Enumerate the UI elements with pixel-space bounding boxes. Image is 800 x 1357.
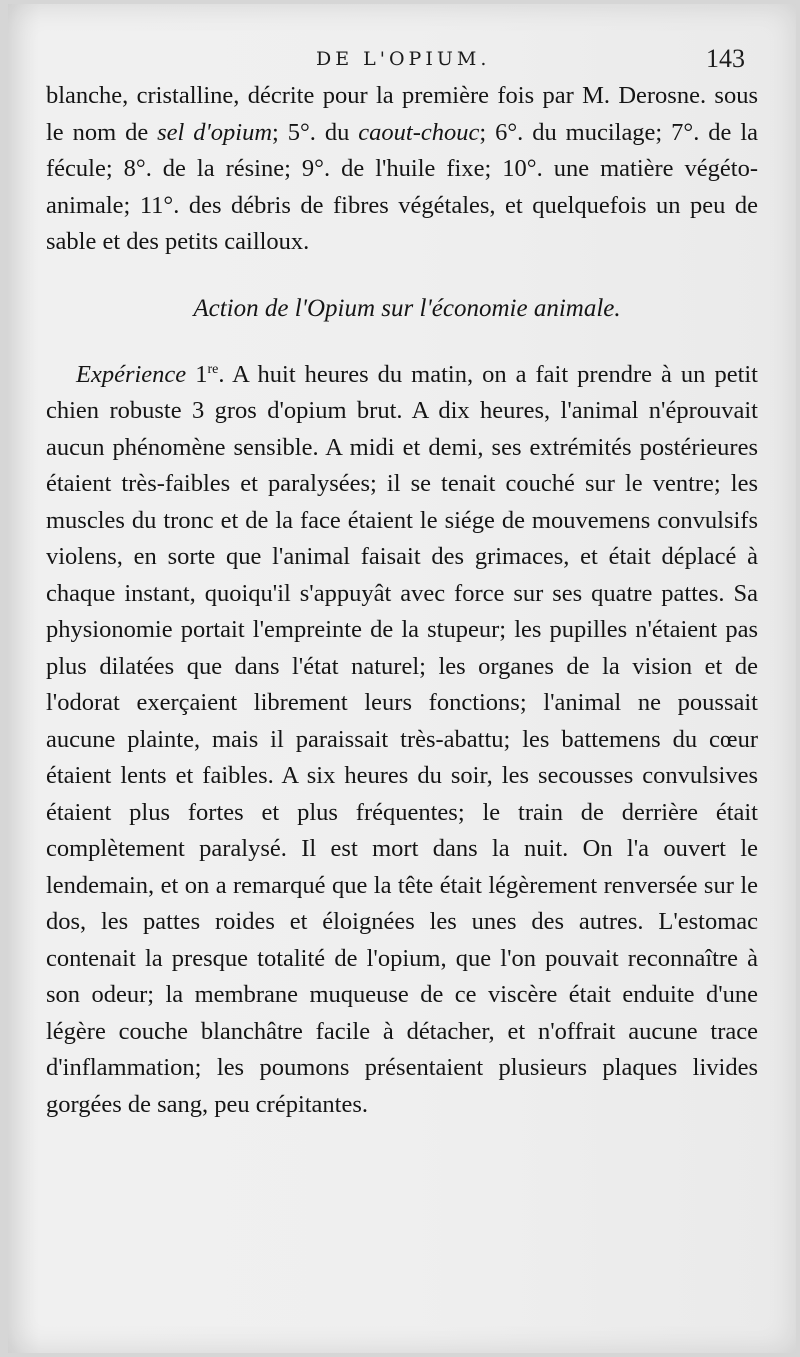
experience-number: 1: [195, 360, 208, 388]
experience-label: Expérience: [76, 360, 187, 388]
sel-opium-term: sel d'opium: [157, 118, 273, 146]
intro-paragraph: [46, 78, 758, 261]
experience-number-sup: re: [207, 361, 219, 377]
page-number: 143: [706, 44, 745, 73]
section-title: Action de l'Opium sur l'économie animale.: [193, 294, 621, 322]
experience-text: . A huit heures du matin, on a fait prendre à un petit chien robuste 3 gros d'opium brut. A dix heures, l'animal n'éprouvait aucun phénomène sensible. A midi et demi, ses extrémités postérieures étaient très-faibles et paralysées; il se tenait couché sur le ventre; les muscles du tronc et de la face étaient le siége de mouvemens convulsifs violens, en sorte que l'animal faisait des grimaces, et était déplacé à chaque instant, quoiqu'il s'appuyât avec force sur ses quatre pattes. Sa physionomie portait l'empreinte de la stupeur; les pupilles n'étaient pas plus dilatées que dans l'état naturel; les organes de la vision et de l'odorat exerçaient librement leurs fonctions; l'animal ne poussait aucune plainte, mais il paraissait très-abattu; les battemens du cœur étaient lents et faibles. A six heures du soir, les secousses convulsives étaient plus fortes et plus fréquentes; le train de derrière était complètement paralysé. Il est mort dans la nuit. On l'a ouvert le lendemain, et on a remarqué que la tête était légèrement renversée sur le dos, les pattes roides et éloignées les unes des autres. L'estomac contenait la presque totalité de l'opium, que l'on pouvait reconnaître à son odeur; la membrane muqueuse de ce viscère était enduite d'une légère couche blanchâtre facile à détacher, et n'offrait aucune trace d'inflammation; les poumons présentaient plusieurs plaques livides gorgées de sang, peu crépitantes.: [46, 360, 758, 1118]
caoutchouc-term: caout-chouc: [358, 118, 480, 146]
intro-text-2: ; 5°. du: [272, 118, 359, 146]
intro-text-1: blanche, cristalline, décrite pour la première fois par M. Derosne. sous le nom de: [46, 82, 758, 146]
running-head: [0, 44, 800, 82]
running-title: DE L'OPIUM.: [316, 48, 491, 70]
experience-paragraph: [46, 357, 758, 1124]
intro-text-3: ; 6°. du mucilage; 7°. de la fécule; 8°. de la résine; 9°. de l'huile fixe; 10°. une matière végéto-animale; 11°. des débris de fibres végétales, et quelquefois un peu de sable et des petits cailloux.: [46, 118, 758, 255]
body-text: [46, 78, 758, 1123]
